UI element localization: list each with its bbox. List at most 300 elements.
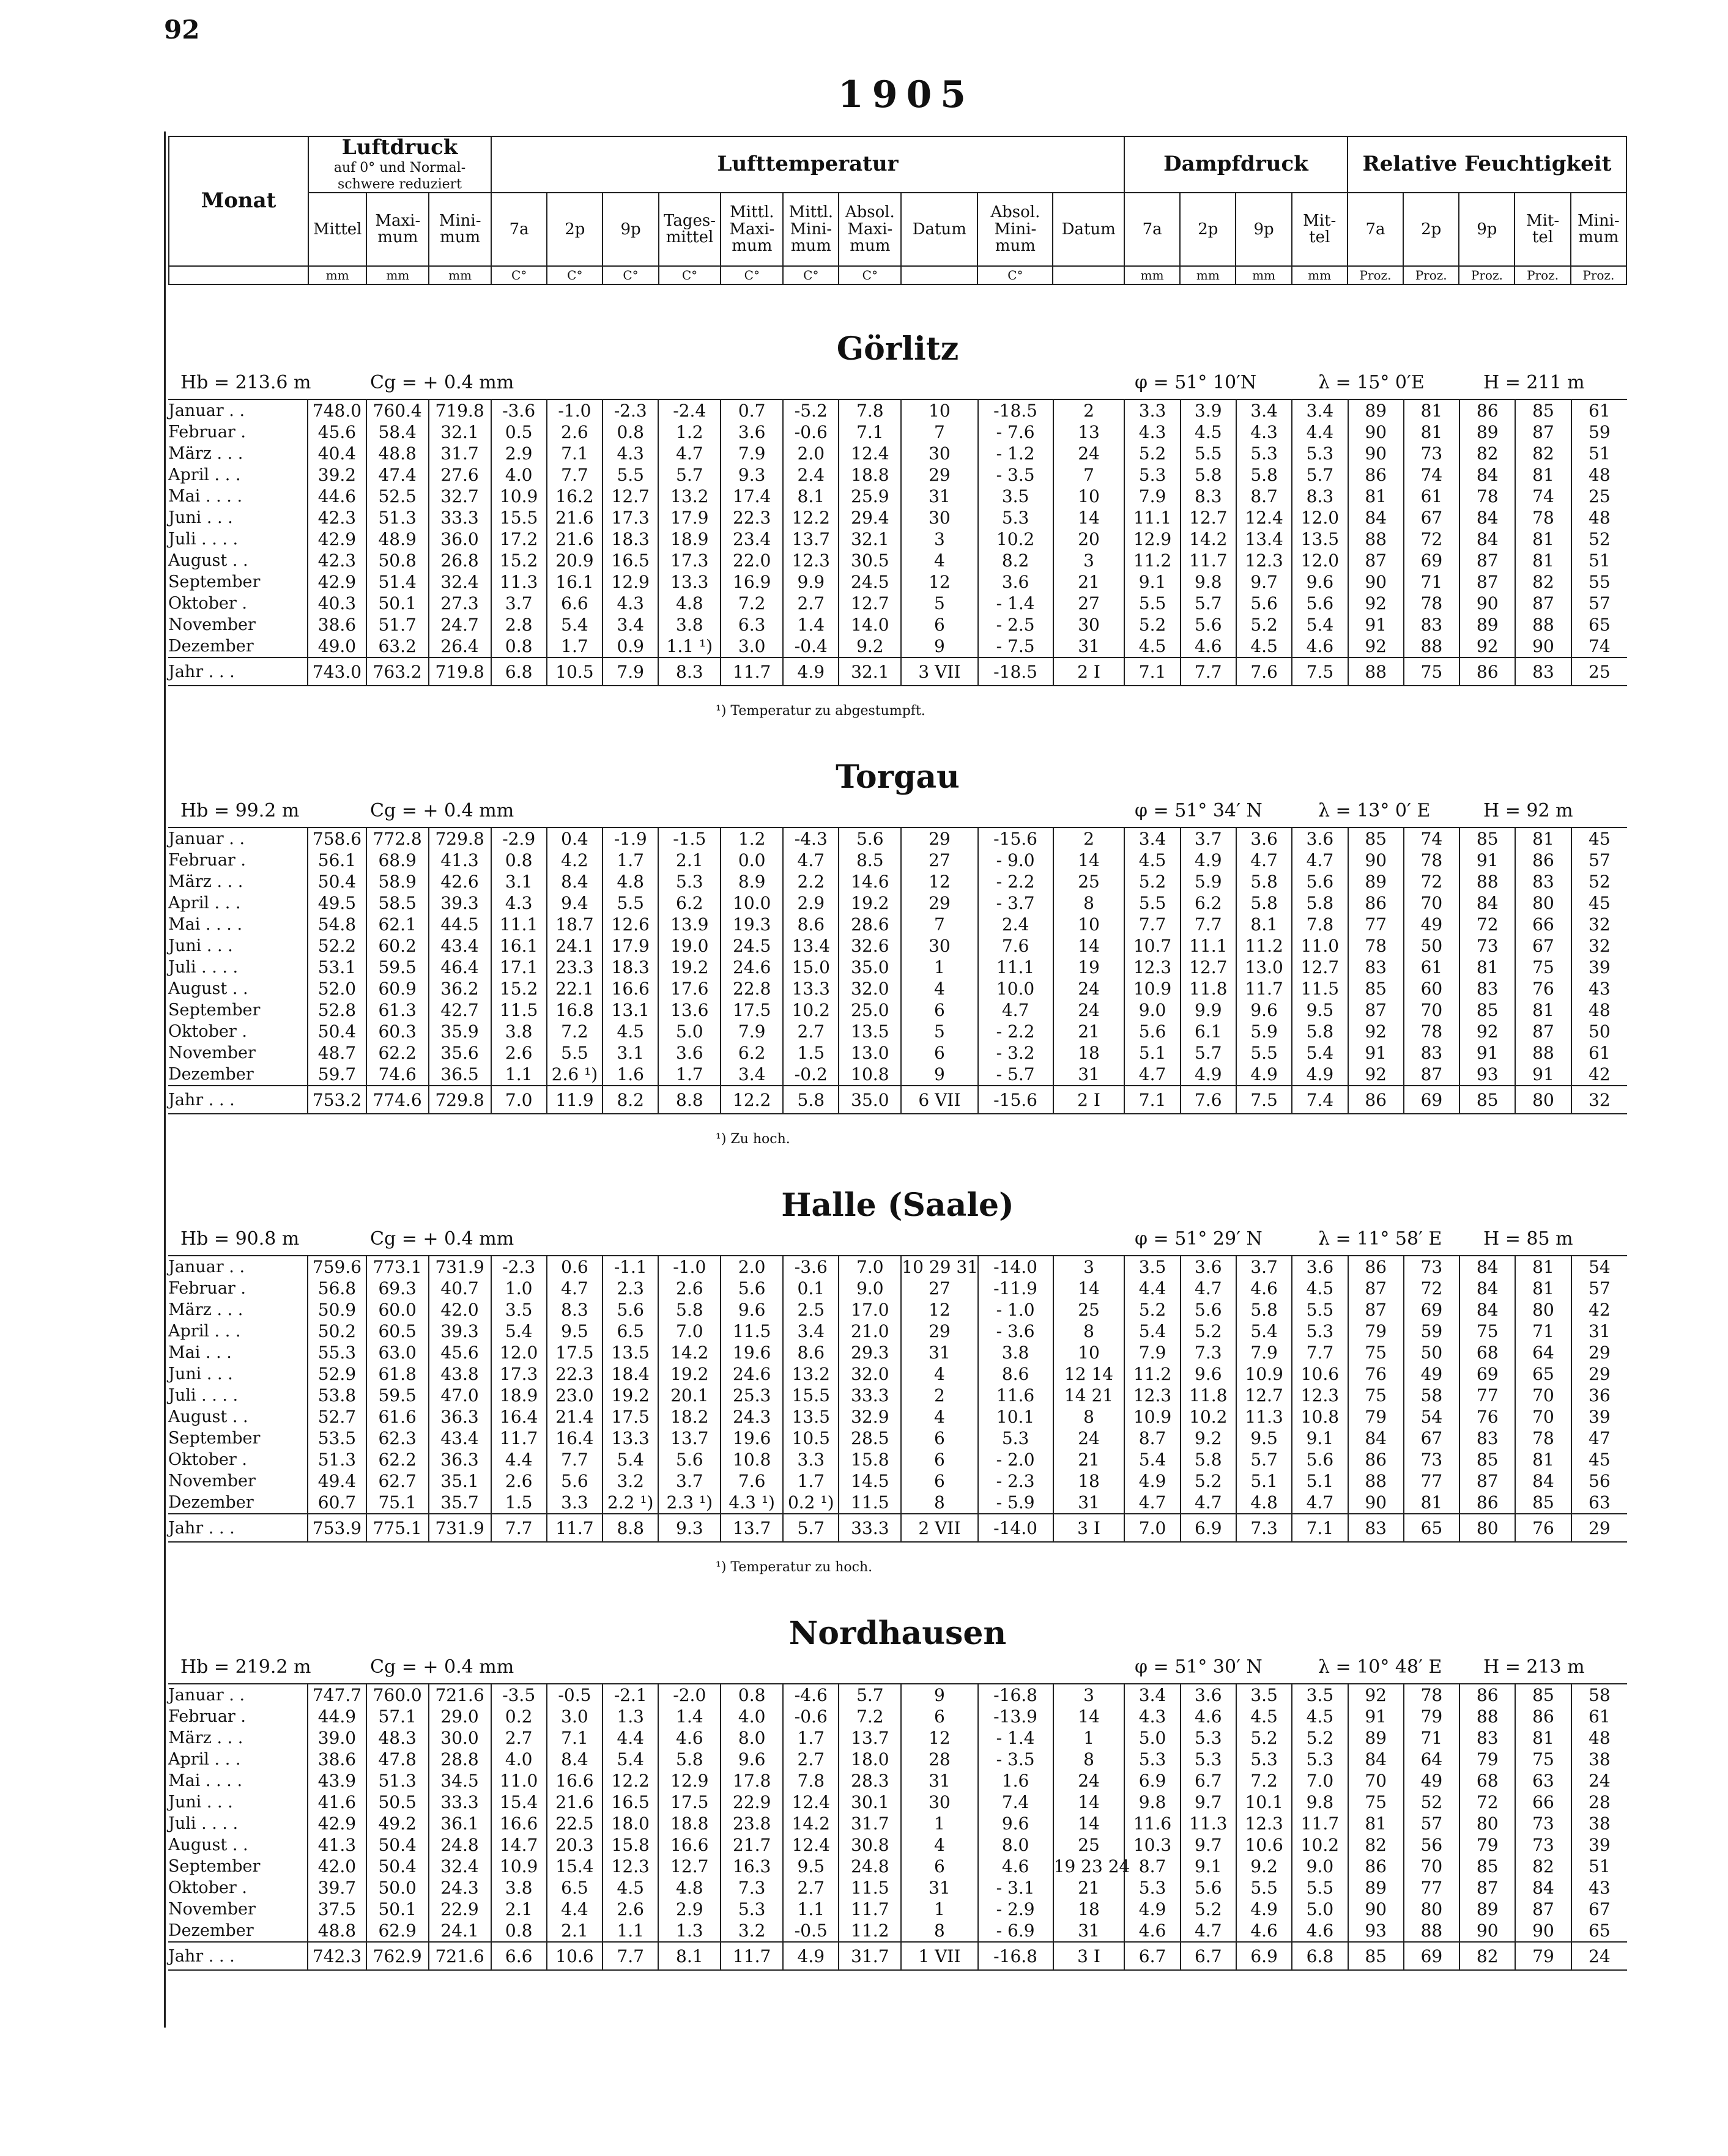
table-cell: 8.1 xyxy=(658,1942,721,1970)
table-cell: 12.3 xyxy=(1124,957,1180,978)
table-cell: 86 xyxy=(1348,1086,1404,1114)
table-cell: 60.5 xyxy=(366,1321,429,1342)
table-cell: -2.1 xyxy=(603,1684,658,1706)
station-lambda: λ = 15° 0′E xyxy=(1318,372,1425,393)
table-row xyxy=(168,1385,1627,1406)
table-cell: 7.7 xyxy=(1292,1342,1348,1363)
table-cell: 14 xyxy=(1053,1813,1125,1834)
table-cell: 48.7 xyxy=(308,1042,366,1064)
table-cell: 92 xyxy=(1348,635,1404,658)
table-cell: 19.0 xyxy=(658,935,721,957)
table-cell: 11.8 xyxy=(1181,978,1236,999)
table-cell: 32.7 xyxy=(429,486,491,507)
table-cell: 19.2 xyxy=(839,892,901,914)
table-cell: 51.3 xyxy=(366,507,429,528)
table-cell: 66 xyxy=(1515,914,1571,935)
table-cell: 82 xyxy=(1459,1942,1515,1970)
table-cell: 85 xyxy=(1515,1492,1571,1514)
table-cell: 87 xyxy=(1459,1470,1515,1492)
table-cell: 78 xyxy=(1348,935,1404,957)
table-cell: 5.0 xyxy=(1124,1727,1180,1749)
table-cell: 5.5 xyxy=(603,464,658,486)
table-cell: 24.8 xyxy=(429,1834,491,1856)
table-cell: -1.1 xyxy=(603,1256,658,1278)
table-cell: 41.3 xyxy=(429,850,491,871)
table-cell: 28.5 xyxy=(839,1428,901,1449)
table-row xyxy=(168,999,1627,1021)
table-cell: 20.9 xyxy=(547,550,603,571)
table-row xyxy=(168,1470,1627,1492)
table-cell: 11.6 xyxy=(978,1385,1053,1406)
table-cell: 8 xyxy=(901,1492,977,1514)
table-cell: 50.4 xyxy=(366,1856,429,1877)
table-cell: 3.7 xyxy=(658,1470,721,1492)
table-cell: 9.2 xyxy=(1181,1428,1236,1449)
table-cell: 19 23 24 xyxy=(1053,1856,1130,1876)
table-cell: 43.4 xyxy=(429,935,491,957)
table-cell: 9.6 xyxy=(721,1749,783,1770)
table-cell: 21.0 xyxy=(839,1321,901,1342)
table-cell: 8 xyxy=(1053,1749,1125,1770)
table-cell: 3.8 xyxy=(491,1877,547,1899)
table-cell: 4.6 xyxy=(1181,1706,1236,1727)
table-cell: - 3.7 xyxy=(978,892,1053,914)
table-cell: 58.4 xyxy=(366,421,429,443)
table-cell: 5.3 xyxy=(978,507,1053,528)
row-label: Juni . . . xyxy=(168,508,233,527)
table-cell: 3.9 xyxy=(1181,399,1236,421)
table-cell: 5.7 xyxy=(1292,464,1348,486)
table-cell: 7.1 xyxy=(839,421,901,443)
table-cell: 10 xyxy=(1053,486,1125,507)
table-cell: 5.2 xyxy=(1124,614,1180,635)
table-cell: 13.2 xyxy=(783,1363,839,1385)
table-cell: 5.6 xyxy=(721,1278,783,1299)
table-cell: 15.4 xyxy=(491,1791,547,1813)
table-cell: 7.0 xyxy=(658,1321,721,1342)
table-cell: 5.7 xyxy=(1181,1042,1236,1064)
station-meta xyxy=(168,1228,1627,1250)
table-cell: 71 xyxy=(1515,1321,1571,1342)
table-cell: 39.0 xyxy=(308,1727,366,1749)
row-label: Februar . xyxy=(168,851,246,870)
table-cell: 54 xyxy=(1571,1256,1627,1278)
table-cell: 87 xyxy=(1348,550,1404,571)
table-cell: 4.9 xyxy=(1124,1470,1180,1492)
table-cell: 86 xyxy=(1348,464,1404,486)
table-cell: 29 xyxy=(1571,1363,1627,1385)
table-cell: 4.3 xyxy=(491,892,547,914)
table-cell: -5.2 xyxy=(783,399,839,421)
table-cell: 6.5 xyxy=(547,1877,603,1899)
table-cell: 60.2 xyxy=(366,935,429,957)
table-cell: 14.6 xyxy=(839,871,901,892)
table-cell: 1.1 ¹) xyxy=(658,635,721,658)
table-cell: 30.8 xyxy=(839,1834,901,1856)
table-cell: 1.3 xyxy=(603,1706,658,1727)
table-cell: 59 xyxy=(1571,421,1627,443)
table-cell: 60.9 xyxy=(366,978,429,999)
table-cell: 75 xyxy=(1515,957,1571,978)
table-cell: -0.6 xyxy=(783,421,839,443)
table-cell: - 2.2 xyxy=(978,1021,1053,1042)
table-cell: 6.9 xyxy=(1236,1942,1292,1970)
table-cell: 11.7 xyxy=(721,1942,783,1970)
table-cell: 12.2 xyxy=(603,1770,658,1791)
table-cell: 3.2 xyxy=(603,1470,658,1492)
table-cell: 38 xyxy=(1571,1749,1627,1770)
table-cell: 26.8 xyxy=(429,550,491,571)
table-cell: 10.2 xyxy=(1292,1834,1348,1856)
table-cell: 3.8 xyxy=(491,1021,547,1042)
table-cell: 2.7 xyxy=(783,1021,839,1042)
table-cell: 719.8 xyxy=(429,399,491,421)
row-label: März . . . xyxy=(168,1300,243,1319)
table-cell: 71 xyxy=(1404,571,1459,593)
table-cell: 31 xyxy=(901,1342,977,1363)
table-cell: 24 xyxy=(1053,443,1125,464)
table-cell: 42.7 xyxy=(429,999,491,1021)
table-cell: 50.4 xyxy=(308,1021,366,1042)
table-cell: 36.3 xyxy=(429,1406,491,1428)
table-cell: 30.0 xyxy=(429,1727,491,1749)
station-meta xyxy=(168,1656,1627,1678)
table-cell: 21.4 xyxy=(547,1406,603,1428)
table-cell: 5.3 xyxy=(1181,1727,1236,1749)
table-cell: 25 xyxy=(1571,658,1627,686)
table-cell: 772.8 xyxy=(366,828,429,850)
table-cell: 11.3 xyxy=(1181,1813,1236,1834)
table-cell: 16.2 xyxy=(547,486,603,507)
table-cell: 84 xyxy=(1348,1428,1404,1449)
table-cell: 13.9 xyxy=(658,914,721,935)
table-cell: 78 xyxy=(1404,1021,1459,1042)
table-cell: 4 xyxy=(901,550,977,571)
table-cell: 67 xyxy=(1515,935,1571,957)
table-cell: 91 xyxy=(1348,614,1404,635)
table-cell: 4.7 xyxy=(1292,850,1348,871)
table-cell: 7.0 xyxy=(1292,1770,1348,1791)
table-cell: 67 xyxy=(1404,507,1459,528)
table-cell: -1.0 xyxy=(547,399,603,421)
table-cell: 11.1 xyxy=(1124,507,1180,528)
table-cell: 52 xyxy=(1571,528,1627,550)
table-row xyxy=(168,1256,1627,1278)
table-cell: 1.3 xyxy=(658,1920,721,1942)
table-cell: 7.9 xyxy=(1124,1342,1180,1363)
table-cell: 4 xyxy=(901,1363,977,1385)
table-cell: 8.4 xyxy=(547,871,603,892)
table-cell: 6 xyxy=(901,614,977,635)
table-cell: 6.2 xyxy=(658,892,721,914)
table-cell: 8.3 xyxy=(547,1299,603,1321)
table-cell: 50.4 xyxy=(366,1834,429,1856)
table-cell: 2 xyxy=(1053,399,1125,421)
table-cell: 10.6 xyxy=(1292,1363,1348,1385)
table-cell: 5.2 xyxy=(1292,1727,1348,1749)
table-cell: 88 xyxy=(1459,871,1515,892)
table-cell: 17.3 xyxy=(603,507,658,528)
table-cell: 61 xyxy=(1571,1706,1627,1727)
table-cell: 1.7 xyxy=(603,850,658,871)
table-cell: 5.6 xyxy=(1292,593,1348,614)
row-label: Juni . . . xyxy=(168,1365,233,1384)
table-cell: 12.4 xyxy=(783,1834,839,1856)
table-cell: 11.2 xyxy=(1124,550,1180,571)
table-cell: 16.8 xyxy=(547,999,603,1021)
table-cell: 85 xyxy=(1348,828,1404,850)
table-cell: 729.8 xyxy=(429,1086,491,1114)
table-cell: 14.5 xyxy=(839,1470,901,1492)
table-cell: 49 xyxy=(1404,1770,1459,1791)
table-cell: 15.5 xyxy=(491,507,547,528)
table-cell: 61 xyxy=(1404,486,1459,507)
table-cell: 82 xyxy=(1515,1856,1571,1877)
header-col: 7a xyxy=(1124,193,1180,266)
table-cell: 721.6 xyxy=(429,1684,491,1706)
table-cell: 8.5 xyxy=(839,850,901,871)
table-cell: 89 xyxy=(1459,1899,1515,1920)
table-cell: 90 xyxy=(1348,443,1404,464)
row-label: Juli . . . . xyxy=(168,1814,239,1833)
table-cell: 65 xyxy=(1404,1514,1459,1542)
table-cell: 3.6 xyxy=(721,421,783,443)
table-cell: 3.8 xyxy=(978,1342,1053,1363)
table-cell: 0.8 xyxy=(603,421,658,443)
table-cell: 87 xyxy=(1404,1064,1459,1086)
table-cell: 7.9 xyxy=(1124,486,1180,507)
row-label: März . . . xyxy=(168,872,243,891)
table-cell: 4.6 xyxy=(658,1727,721,1749)
table-cell: 27.6 xyxy=(429,464,491,486)
table-cell: 49.2 xyxy=(366,1813,429,1834)
table-cell: 13.4 xyxy=(1236,528,1292,550)
table-cell: 11.5 xyxy=(839,1492,901,1514)
table-cell: 5.8 xyxy=(783,1086,839,1114)
table-cell: 47.8 xyxy=(366,1749,429,1770)
table-cell: 52.5 xyxy=(366,486,429,507)
table-cell: - 9.0 xyxy=(978,850,1053,871)
table-cell: - 1.4 xyxy=(978,593,1053,614)
table-cell: 4.4 xyxy=(547,1899,603,1920)
table-cell: 9.5 xyxy=(783,1856,839,1877)
table-cell: 6.3 xyxy=(721,614,783,635)
table-cell: 12 xyxy=(901,1299,977,1321)
table-cell: 7.0 xyxy=(491,1086,547,1114)
header-unit: mm xyxy=(429,266,491,284)
table-cell: 6.9 xyxy=(1124,1770,1180,1791)
table-cell: 43.9 xyxy=(308,1770,366,1791)
column-header-table xyxy=(168,136,1627,285)
station-data-table xyxy=(168,399,1627,686)
table-cell: 65 xyxy=(1515,1363,1571,1385)
table-cell: 30 xyxy=(1053,614,1125,635)
table-cell: 7.9 xyxy=(721,1021,783,1042)
table-cell: 83 xyxy=(1404,614,1459,635)
table-cell: 760.4 xyxy=(366,399,429,421)
table-cell: 4.3 xyxy=(1124,1706,1180,1727)
table-cell: 1.7 xyxy=(783,1470,839,1492)
table-cell: 86 xyxy=(1459,1492,1515,1514)
table-cell: 81 xyxy=(1515,1278,1571,1299)
header-col: 7a xyxy=(1348,193,1403,266)
station-lambda: λ = 11° 58′ E xyxy=(1318,1228,1442,1250)
table-cell: 11.7 xyxy=(839,1899,901,1920)
table-cell: 5.4 xyxy=(603,1749,658,1770)
table-cell: 2.2 ¹) xyxy=(603,1492,658,1514)
table-cell: 5.9 xyxy=(1181,871,1236,892)
table-cell: 5.3 xyxy=(721,1899,783,1920)
table-cell: - 3.5 xyxy=(978,464,1053,486)
table-cell: 25 xyxy=(1571,486,1627,507)
table-cell: 5.1 xyxy=(1292,1470,1348,1492)
table-cell: 76 xyxy=(1459,1406,1515,1428)
table-cell: 73 xyxy=(1404,443,1459,464)
table-cell: 85 xyxy=(1459,999,1515,1021)
header-col: Mittl. Mini-mum xyxy=(783,193,839,266)
table-cell: 69 xyxy=(1459,1363,1515,1385)
row-label: April . . . xyxy=(168,465,241,484)
table-row xyxy=(168,1749,1627,1770)
table-cell: 5.7 xyxy=(783,1514,839,1542)
table-cell: 88 xyxy=(1404,635,1459,658)
table-cell: 24.3 xyxy=(721,1406,783,1428)
table-row xyxy=(168,1021,1627,1042)
table-cell: 22.0 xyxy=(721,550,783,571)
table-cell: 18.0 xyxy=(603,1813,658,1834)
table-cell: 56.1 xyxy=(308,850,366,871)
station-h: H = 92 m xyxy=(1483,800,1573,821)
table-cell: 29 xyxy=(1571,1514,1627,1542)
table-cell: 16.6 xyxy=(547,1770,603,1791)
table-cell: 2.3 xyxy=(603,1278,658,1299)
table-cell: 5.8 xyxy=(1292,892,1348,914)
table-cell: 85 xyxy=(1515,1684,1571,1706)
table-cell: 39 xyxy=(1571,1406,1627,1428)
table-cell: 10.2 xyxy=(978,528,1053,550)
table-cell: 4.7 xyxy=(1124,1064,1180,1086)
table-cell: 12.7 xyxy=(1181,957,1236,978)
table-cell: 3.5 xyxy=(1124,1256,1180,1278)
table-cell: 21 xyxy=(1053,571,1125,593)
table-cell: 753.2 xyxy=(308,1086,366,1114)
table-cell: 9.0 xyxy=(1124,999,1180,1021)
table-cell: 45 xyxy=(1571,892,1627,914)
table-cell: 12.7 xyxy=(603,486,658,507)
table-cell: 10.8 xyxy=(839,1064,901,1086)
table-cell: 18.7 xyxy=(547,914,603,935)
table-cell: 8.3 xyxy=(1181,486,1236,507)
table-cell: 68.9 xyxy=(366,850,429,871)
table-cell: -0.6 xyxy=(783,1706,839,1727)
table-cell: 4.5 xyxy=(1292,1278,1348,1299)
station-cg: Cg = + 0.4 mm xyxy=(370,1228,514,1250)
table-cell: 5.1 xyxy=(1124,1042,1180,1064)
table-row xyxy=(168,1492,1627,1514)
table-cell: 9.0 xyxy=(839,1278,901,1299)
table-cell: 14 21 xyxy=(1053,1385,1125,1406)
table-cell: 58.5 xyxy=(366,892,429,914)
table-cell: 1 xyxy=(901,1813,977,1834)
table-cell: 12.3 xyxy=(1236,1813,1292,1834)
table-cell: 36.0 xyxy=(429,528,491,550)
table-cell: 13.3 xyxy=(658,571,721,593)
table-cell: -3.6 xyxy=(491,399,547,421)
table-cell: 5.5 xyxy=(1124,892,1180,914)
table-cell: 5.1 xyxy=(1236,1470,1292,1492)
table-cell: 5.6 xyxy=(1124,1021,1180,1042)
table-cell: 70 xyxy=(1404,999,1459,1021)
table-cell: 61 xyxy=(1404,957,1459,978)
header-unit: mm xyxy=(1124,266,1180,284)
table-cell: 53.8 xyxy=(308,1385,366,1406)
table-cell: 2.3 ¹) xyxy=(658,1492,721,1514)
table-cell: 1.1 xyxy=(603,1920,658,1942)
table-cell: 6.7 xyxy=(1181,1942,1236,1970)
table-cell: 0.0 xyxy=(721,850,783,871)
table-cell: 5.3 xyxy=(1181,1749,1236,1770)
table-cell: 10.8 xyxy=(1292,1406,1348,1428)
table-cell: 23.0 xyxy=(547,1385,603,1406)
table-cell: 9.8 xyxy=(1181,571,1236,593)
table-cell: 88 xyxy=(1459,1706,1515,1727)
table-cell: 59.5 xyxy=(366,957,429,978)
table-cell: 50.0 xyxy=(366,1877,429,1899)
table-cell: 32.1 xyxy=(839,528,901,550)
table-cell: 39.3 xyxy=(429,1321,491,1342)
table-cell: 50 xyxy=(1404,1342,1459,1363)
table-cell: 6 xyxy=(901,1042,977,1064)
table-cell: 4.4 xyxy=(491,1449,547,1470)
station-title: Görlitz xyxy=(836,330,959,368)
table-cell: 10.8 xyxy=(721,1449,783,1470)
row-label: April . . . xyxy=(168,1750,241,1769)
table-cell: 29 xyxy=(901,828,977,850)
table-cell: 3.4 xyxy=(1292,399,1348,421)
table-cell: 7.3 xyxy=(721,1877,783,1899)
table-row xyxy=(168,1920,1627,1942)
table-row xyxy=(168,593,1627,614)
station-h: H = 85 m xyxy=(1483,1228,1573,1250)
table-cell: 18.3 xyxy=(603,528,658,550)
table-cell: 8 xyxy=(1053,1406,1125,1428)
row-label: November xyxy=(168,615,256,634)
table-cell: 54.8 xyxy=(308,914,366,935)
table-cell: 21 xyxy=(1053,1021,1125,1042)
table-cell: 51.3 xyxy=(308,1449,366,1470)
table-cell: 11.7 xyxy=(547,1514,603,1542)
table-cell: 2.1 xyxy=(658,850,721,871)
table-row xyxy=(168,507,1627,528)
table-cell: 83 xyxy=(1459,978,1515,999)
table-row xyxy=(168,1727,1627,1749)
table-cell: 2.6 xyxy=(547,421,603,443)
table-cell: 1.2 xyxy=(658,421,721,443)
table-cell: 7.6 xyxy=(1236,658,1292,686)
table-cell: 17.0 xyxy=(839,1299,901,1321)
table-cell: 56 xyxy=(1404,1834,1459,1856)
table-cell: 16.9 xyxy=(721,571,783,593)
table-cell: 9.9 xyxy=(1181,999,1236,1021)
table-cell: 11.5 xyxy=(721,1321,783,1342)
table-cell: 7 xyxy=(901,421,977,443)
table-cell: 58.9 xyxy=(366,871,429,892)
table-cell: 29 xyxy=(901,1321,977,1342)
station-hb: Hb = 90.8 m xyxy=(180,1228,300,1250)
table-cell: 32.0 xyxy=(839,1363,901,1385)
table-cell: 7.0 xyxy=(839,1256,901,1278)
table-cell: 10.2 xyxy=(783,999,839,1021)
